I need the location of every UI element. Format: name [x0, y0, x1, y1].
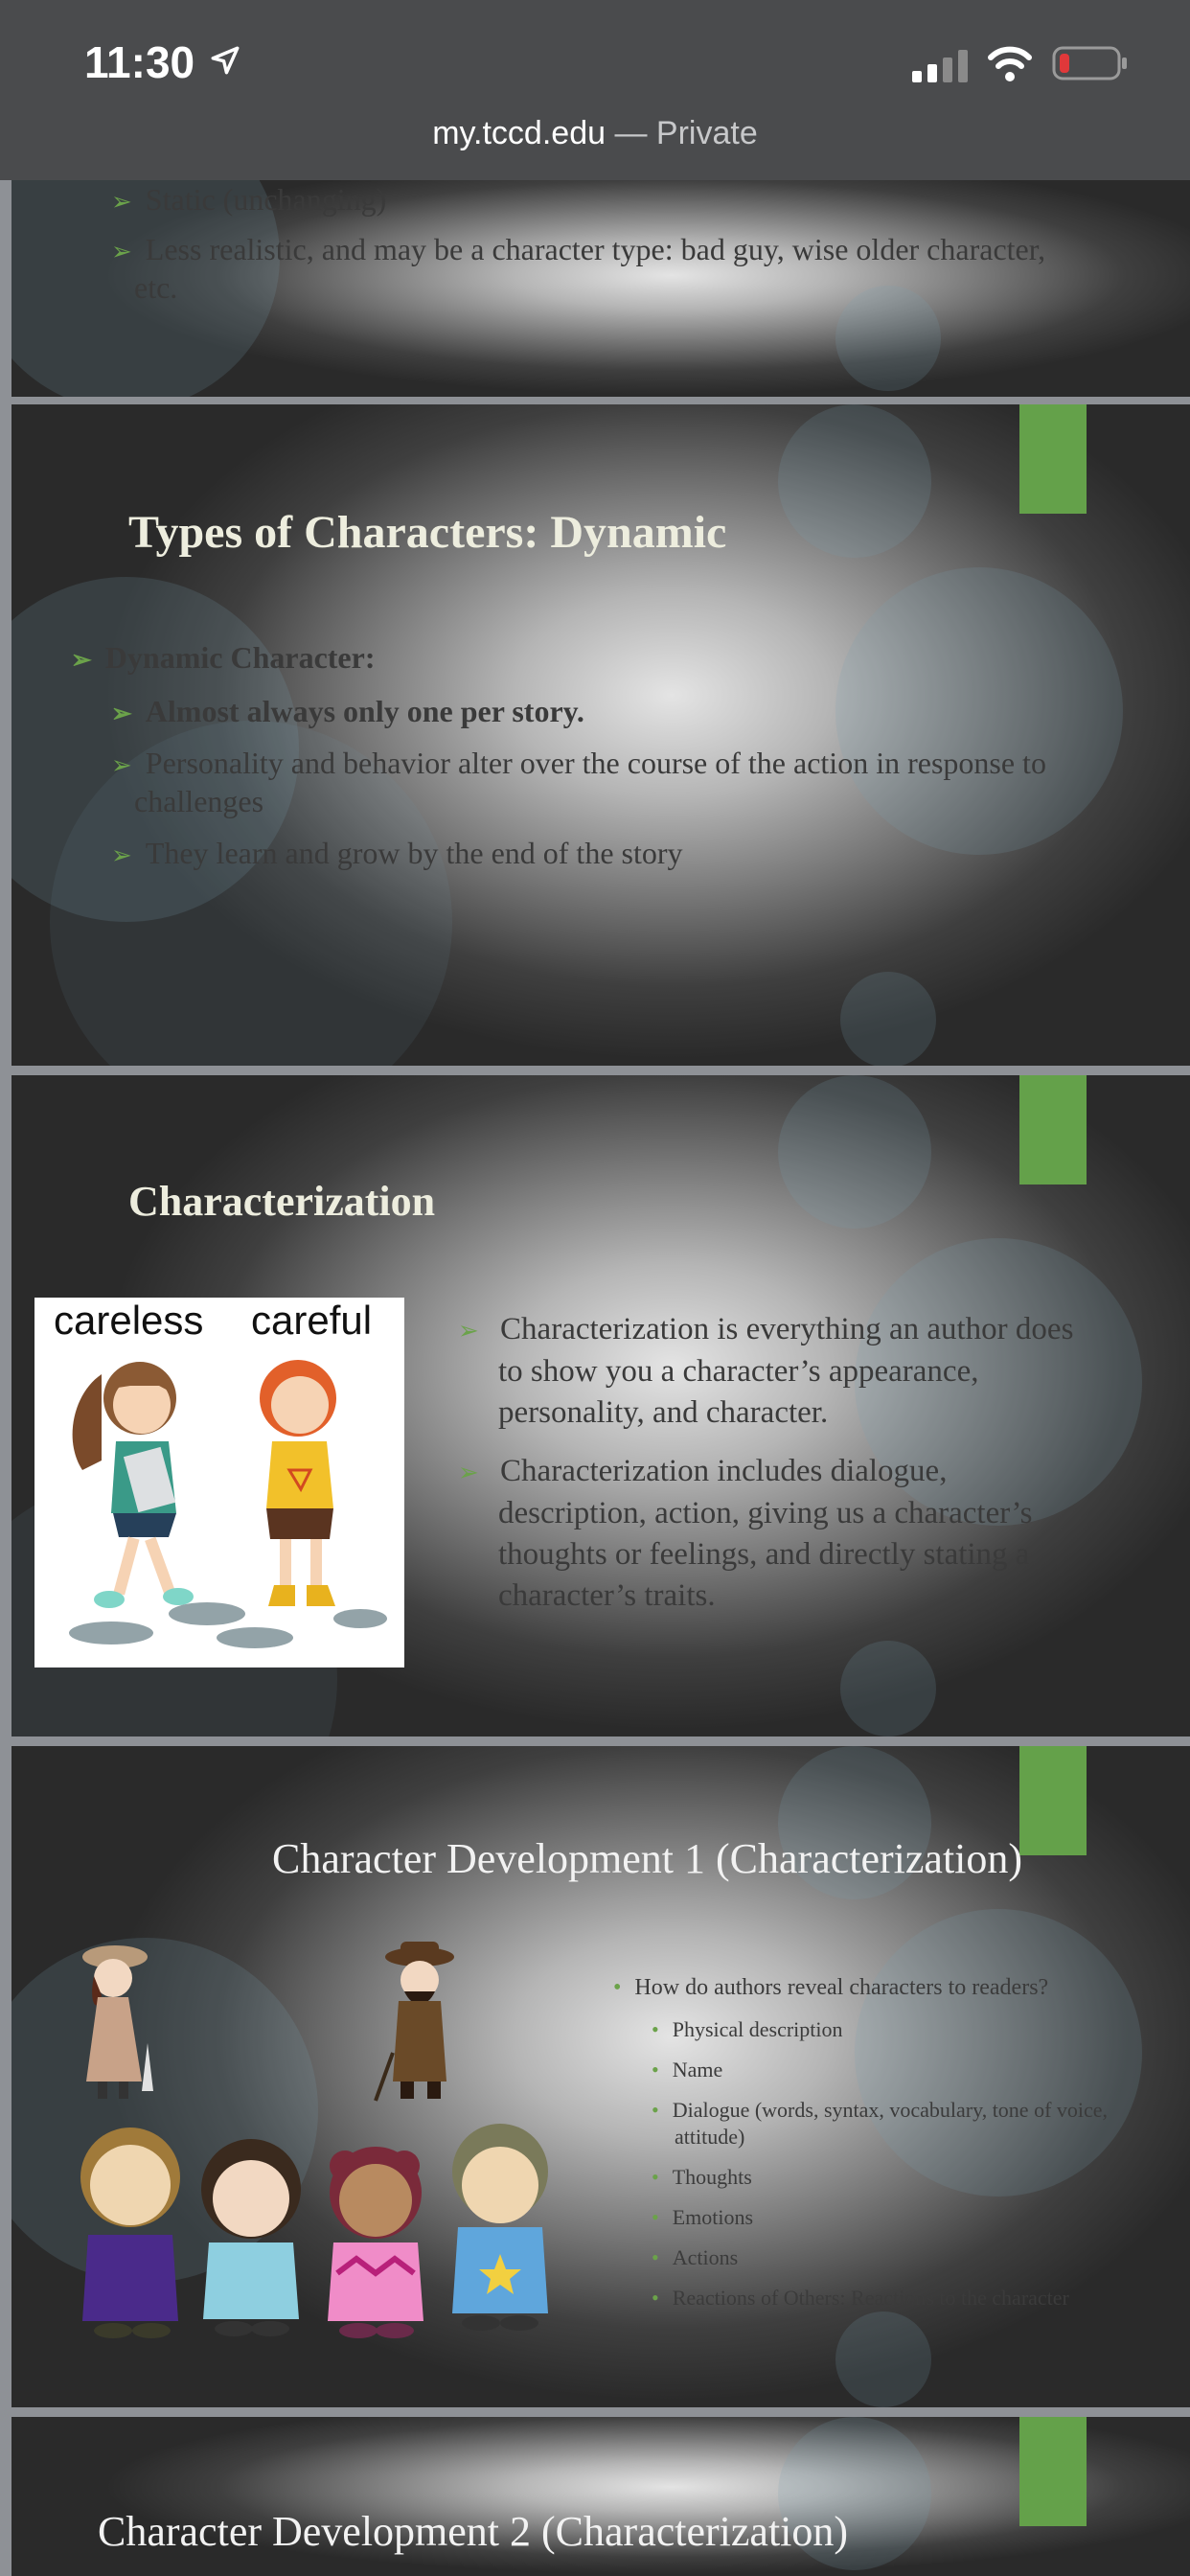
list-item-name: • Name	[652, 2058, 723, 2082]
arrow-bullet-icon: ➢	[111, 751, 132, 779]
list-item-reactions: • Reactions of Others: Reactions to the character	[652, 2286, 1069, 2310]
careful-label: careful	[251, 1298, 373, 1343]
dot-bullet-icon: •	[652, 2017, 659, 2041]
background-circle	[835, 2312, 931, 2407]
careless-careful-illustration	[34, 1298, 404, 1668]
list-item-dialogue: • Dialogue (words, syntax, vocabulary, tone of voice,	[652, 2098, 1109, 2122]
list-item-thoughts: • Thoughts	[652, 2165, 752, 2189]
dynamic-heading: ➢ Dynamic Character:	[71, 640, 376, 675]
battery-low-icon	[1052, 46, 1129, 80]
slide-characterization	[11, 1075, 1190, 1736]
dot-bullet-icon: •	[652, 2286, 659, 2310]
slide-title: Character Development 1 (Characterization)	[272, 1835, 1023, 1882]
characterization-paragraph-2: ➢ Characterization includes dialogue, description, action, giving us a character’s thoughts or feelings, and directly stating a character’s traits.	[458, 1454, 1033, 1613]
accent-tab	[1019, 1746, 1087, 1855]
status-time: 11:30	[84, 37, 195, 87]
list-item-physical: • Physical description	[652, 2017, 843, 2041]
bullet-static: ➢ Static (unchanging)	[111, 182, 387, 217]
dot-bullet-icon: •	[652, 2098, 659, 2122]
slide-dynamic-characters	[11, 404, 1190, 1066]
browser-top-bar	[0, 0, 1190, 180]
accent-tab	[1019, 404, 1087, 514]
dot-bullet-icon: •	[652, 2058, 659, 2082]
background-circle	[840, 972, 936, 1066]
bullet-continuation: challenges	[134, 784, 264, 818]
cartoon-characters-icon	[59, 1938, 615, 2369]
bullet-learn-grow: ➢ They learn and grow by the end of the story	[111, 836, 683, 870]
slide-title: Characterization	[128, 1178, 436, 1225]
bullet-one-per-story: ➢ Almost always only one per story.	[111, 694, 584, 728]
wifi-icon	[987, 44, 1033, 82]
children-walking-icon	[34, 1298, 404, 1668]
slide-character-development-2	[11, 2417, 1190, 2576]
arrow-bullet-icon: ➢	[71, 646, 92, 674]
arrow-bullet-icon: ➢	[458, 1317, 479, 1345]
background-circle	[835, 567, 1123, 855]
arrow-bullet-icon: ➢	[458, 1459, 479, 1486]
arrow-bullet-icon: ➢	[111, 700, 132, 727]
address-bar[interactable]	[0, 115, 1190, 152]
arrow-bullet-icon: ➢	[111, 841, 132, 869]
characterization-paragraph-1: ➢ Characterization is everything an author does to show you a character’s appearance, personality, and character.	[458, 1312, 1074, 1430]
background-circle	[778, 404, 931, 558]
location-arrow-icon	[209, 44, 241, 77]
slide-title: Character Development 2 (Characterization)	[98, 2508, 849, 2555]
bullet-personality: ➢ Personality and behavior alter over the course of the action in response to	[111, 746, 1046, 780]
background-circle	[840, 1641, 936, 1736]
reveal-question: • How do authors reveal characters to readers?	[613, 1975, 1049, 2000]
dot-bullet-icon: •	[652, 2205, 659, 2229]
list-item-continuation: attitude)	[675, 2125, 745, 2149]
accent-tab	[1019, 2417, 1087, 2526]
dot-bullet-icon: •	[613, 1975, 622, 2000]
bullet-less-realistic: ➢ Less realistic, and may be a character type: bad guy, wise older character,	[111, 232, 1046, 266]
list-item-actions: • Actions	[652, 2245, 739, 2269]
slide-title: Types of Characters: Dynamic	[128, 507, 727, 558]
accent-tab	[1019, 1075, 1087, 1184]
slide-character-development-1	[11, 1746, 1190, 2407]
background-circle	[778, 1075, 931, 1229]
cellular-signal-icon	[912, 50, 970, 82]
background-circle	[855, 1909, 1142, 2196]
arrow-bullet-icon: ➢	[111, 188, 132, 216]
arrow-bullet-icon: ➢	[111, 238, 132, 265]
slide-static-characters	[11, 180, 1190, 397]
url-separator: —	[606, 115, 656, 151]
careless-label: careless	[54, 1298, 204, 1343]
dot-bullet-icon: •	[652, 2165, 659, 2189]
list-item-emotions: • Emotions	[652, 2205, 754, 2229]
url-domain: my.tccd.edu	[432, 115, 606, 151]
background-circle	[835, 286, 941, 391]
private-mode-label: Private	[655, 115, 758, 151]
dot-bullet-icon: •	[652, 2245, 659, 2269]
bullet-continuation: etc.	[134, 270, 178, 305]
